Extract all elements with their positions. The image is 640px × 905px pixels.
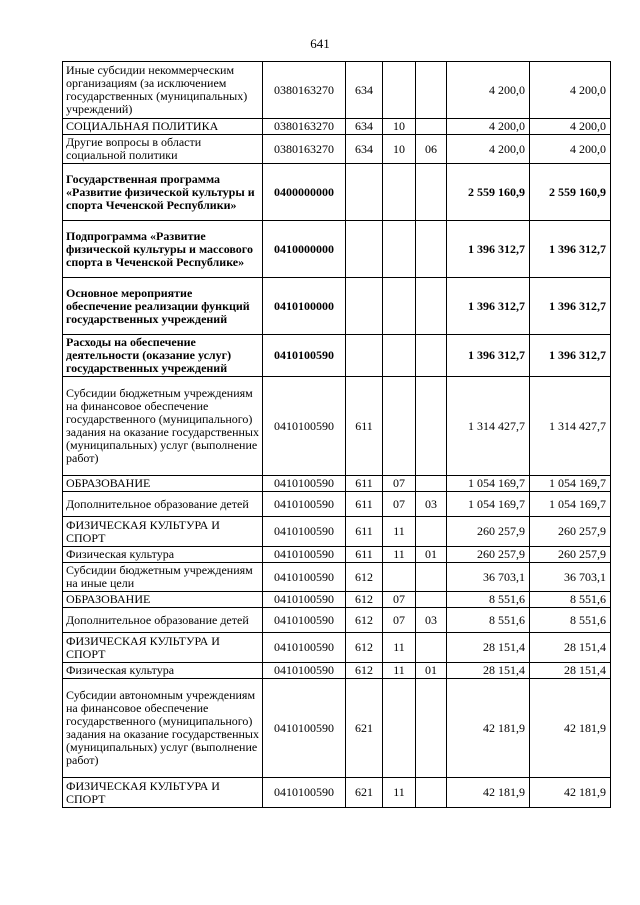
row-name-cell: Подпрограмма «Развитие физической культуры и массового спорта в Чеченской Республике» (63, 221, 263, 278)
target-article-cell: 0410100590 (263, 592, 346, 608)
expense-type-cell: 611 (346, 492, 383, 517)
target-article-cell: 0380163270 (263, 135, 346, 164)
amount-year1-cell: 260 257,9 (447, 547, 530, 563)
amount-year2-cell: 1 054 169,7 (530, 492, 611, 517)
section-cell: 11 (383, 778, 416, 808)
subsection-cell (416, 476, 447, 492)
expense-type-cell: 612 (346, 663, 383, 679)
amount-year1-cell: 260 257,9 (447, 517, 530, 547)
section-cell (383, 377, 416, 476)
expense-type-cell: 611 (346, 547, 383, 563)
amount-year2-cell: 1 396 312,7 (530, 278, 611, 335)
target-article-cell: 0380163270 (263, 119, 346, 135)
amount-year2-cell: 28 151,4 (530, 633, 611, 663)
amount-year1-cell: 28 151,4 (447, 663, 530, 679)
subsection-cell (416, 278, 447, 335)
subsection-cell (416, 778, 447, 808)
amount-year1-cell: 8 551,6 (447, 592, 530, 608)
section-cell: 11 (383, 517, 416, 547)
amount-year2-cell: 28 151,4 (530, 663, 611, 679)
target-article-cell: 0410100590 (263, 663, 346, 679)
table-row (63, 592, 611, 608)
section-cell (383, 221, 416, 278)
section-cell (383, 62, 416, 119)
target-article-cell: 0410100590 (263, 608, 346, 633)
expense-type-cell: 611 (346, 517, 383, 547)
expense-type-cell: 612 (346, 633, 383, 663)
amount-year1-cell: 8 551,6 (447, 608, 530, 633)
amount-year2-cell: 1 396 312,7 (530, 335, 611, 377)
target-article-cell: 0400000000 (263, 164, 346, 221)
expense-type-cell (346, 164, 383, 221)
expense-type-cell: 634 (346, 135, 383, 164)
row-name-cell: СОЦИАЛЬНАЯ ПОЛИТИКА (63, 119, 263, 135)
subsection-cell: 03 (416, 492, 447, 517)
subsection-cell (416, 517, 447, 547)
amount-year2-cell: 4 200,0 (530, 135, 611, 164)
row-name-cell: ФИЗИЧЕСКАЯ КУЛЬТУРА И СПОРТ (63, 633, 263, 663)
expense-type-cell: 634 (346, 119, 383, 135)
table-row (63, 377, 611, 476)
amount-year1-cell: 36 703,1 (447, 563, 530, 592)
row-name-cell: Субсидии бюджетным учреждениям на иные цели (63, 563, 263, 592)
amount-year2-cell: 42 181,9 (530, 778, 611, 808)
target-article-cell: 0410100590 (263, 377, 346, 476)
table-row (63, 221, 611, 278)
table-row (63, 608, 611, 633)
row-name-cell: Физическая культура (63, 547, 263, 563)
subsection-cell (416, 563, 447, 592)
target-article-cell: 0410100000 (263, 278, 346, 335)
amount-year1-cell: 1 396 312,7 (447, 335, 530, 377)
amount-year1-cell: 4 200,0 (447, 119, 530, 135)
section-cell: 07 (383, 476, 416, 492)
amount-year1-cell: 1 314 427,7 (447, 377, 530, 476)
table-row (63, 679, 611, 778)
row-name-cell: Иные субсидии некоммерческим организациям (за исключением государственных (муниципальных) учреждений) (63, 62, 263, 119)
target-article-cell: 0410000000 (263, 221, 346, 278)
amount-year2-cell: 2 559 160,9 (530, 164, 611, 221)
amount-year1-cell: 4 200,0 (447, 135, 530, 164)
expense-type-cell: 621 (346, 679, 383, 778)
table-row (63, 62, 611, 119)
target-article-cell: 0410100590 (263, 476, 346, 492)
amount-year1-cell: 42 181,9 (447, 679, 530, 778)
table-row (63, 335, 611, 377)
expense-type-cell (346, 278, 383, 335)
row-name-cell: Субсидии автономным учреждениям на финансовое обеспечение государственного (муниципального) задания на оказание государственных (муниципальных) услуг (выполнение работ) (63, 679, 263, 778)
amount-year1-cell: 4 200,0 (447, 62, 530, 119)
amount-year1-cell: 42 181,9 (447, 778, 530, 808)
section-cell: 07 (383, 592, 416, 608)
amount-year2-cell: 260 257,9 (530, 547, 611, 563)
row-name-cell: Государственная программа «Развитие физической культуры и спорта Чеченской Республики» (63, 164, 263, 221)
target-article-cell: 0380163270 (263, 62, 346, 119)
amount-year2-cell: 1 054 169,7 (530, 476, 611, 492)
subsection-cell (416, 377, 447, 476)
table-body (63, 62, 611, 808)
subsection-cell (416, 335, 447, 377)
target-article-cell: 0410100590 (263, 517, 346, 547)
target-article-cell: 0410100590 (263, 778, 346, 808)
table-row (63, 517, 611, 547)
target-article-cell: 0410100590 (263, 633, 346, 663)
amount-year2-cell: 36 703,1 (530, 563, 611, 592)
row-name-cell: Дополнительное образование детей (63, 492, 263, 517)
subsection-cell: 06 (416, 135, 447, 164)
target-article-cell: 0410100590 (263, 492, 346, 517)
row-name-cell: Расходы на обеспечение деятельности (оказание услуг) государственных учреждений (63, 335, 263, 377)
row-name-cell: Основное мероприятие обеспечение реализации функций государственных учреждений (63, 278, 263, 335)
section-cell: 10 (383, 119, 416, 135)
amount-year1-cell: 2 559 160,9 (447, 164, 530, 221)
amount-year1-cell: 1 396 312,7 (447, 221, 530, 278)
subsection-cell (416, 679, 447, 778)
section-cell: 07 (383, 608, 416, 633)
amount-year2-cell: 1 396 312,7 (530, 221, 611, 278)
section-cell: 11 (383, 633, 416, 663)
expense-type-cell: 611 (346, 377, 383, 476)
expense-type-cell: 621 (346, 778, 383, 808)
table-row (63, 164, 611, 221)
row-name-cell: ОБРАЗОВАНИЕ (63, 476, 263, 492)
section-cell (383, 335, 416, 377)
section-cell: 11 (383, 663, 416, 679)
section-cell (383, 679, 416, 778)
table-row (63, 778, 611, 808)
subsection-cell (416, 221, 447, 278)
amount-year1-cell: 1 054 169,7 (447, 492, 530, 517)
section-cell: 10 (383, 135, 416, 164)
budget-table (62, 61, 611, 808)
amount-year2-cell: 8 551,6 (530, 608, 611, 633)
target-article-cell: 0410100590 (263, 679, 346, 778)
section-cell: 07 (383, 492, 416, 517)
expense-type-cell: 612 (346, 563, 383, 592)
row-name-cell: ФИЗИЧЕСКАЯ КУЛЬТУРА И СПОРТ (63, 778, 263, 808)
row-name-cell: Дополнительное образование детей (63, 608, 263, 633)
section-cell (383, 164, 416, 221)
expense-type-cell: 612 (346, 592, 383, 608)
table-row (63, 492, 611, 517)
amount-year1-cell: 1 054 169,7 (447, 476, 530, 492)
row-name-cell: Физическая культура (63, 663, 263, 679)
table-row (63, 563, 611, 592)
subsection-cell: 03 (416, 608, 447, 633)
amount-year2-cell: 4 200,0 (530, 62, 611, 119)
table-row (63, 547, 611, 563)
amount-year2-cell: 42 181,9 (530, 679, 611, 778)
subsection-cell (416, 592, 447, 608)
table-row (63, 663, 611, 679)
target-article-cell: 0410100590 (263, 563, 346, 592)
expense-type-cell (346, 335, 383, 377)
amount-year2-cell: 8 551,6 (530, 592, 611, 608)
amount-year2-cell: 260 257,9 (530, 517, 611, 547)
expense-type-cell: 611 (346, 476, 383, 492)
subsection-cell: 01 (416, 547, 447, 563)
target-article-cell: 0410100590 (263, 335, 346, 377)
subsection-cell (416, 164, 447, 221)
expense-type-cell: 612 (346, 608, 383, 633)
row-name-cell: Другие вопросы в области социальной политики (63, 135, 263, 164)
table-row (63, 633, 611, 663)
section-cell: 11 (383, 547, 416, 563)
subsection-cell (416, 62, 447, 119)
amount-year1-cell: 28 151,4 (447, 633, 530, 663)
row-name-cell: ФИЗИЧЕСКАЯ КУЛЬТУРА И СПОРТ (63, 517, 263, 547)
amount-year1-cell: 1 396 312,7 (447, 278, 530, 335)
page-number: 641 (310, 36, 330, 51)
target-article-cell: 0410100590 (263, 547, 346, 563)
section-cell (383, 563, 416, 592)
subsection-cell (416, 633, 447, 663)
table-row (63, 119, 611, 135)
amount-year2-cell: 1 314 427,7 (530, 377, 611, 476)
table-row (63, 476, 611, 492)
section-cell (383, 278, 416, 335)
row-name-cell: ОБРАЗОВАНИЕ (63, 592, 263, 608)
expense-type-cell (346, 221, 383, 278)
subsection-cell (416, 119, 447, 135)
row-name-cell: Субсидии бюджетным учреждениям на финансовое обеспечение государственного (муниципального) задания на оказание государственных (муниципальных) услуг (выполнение работ) (63, 377, 263, 476)
subsection-cell: 01 (416, 663, 447, 679)
table-row (63, 135, 611, 164)
expense-type-cell: 634 (346, 62, 383, 119)
table-row (63, 278, 611, 335)
amount-year2-cell: 4 200,0 (530, 119, 611, 135)
